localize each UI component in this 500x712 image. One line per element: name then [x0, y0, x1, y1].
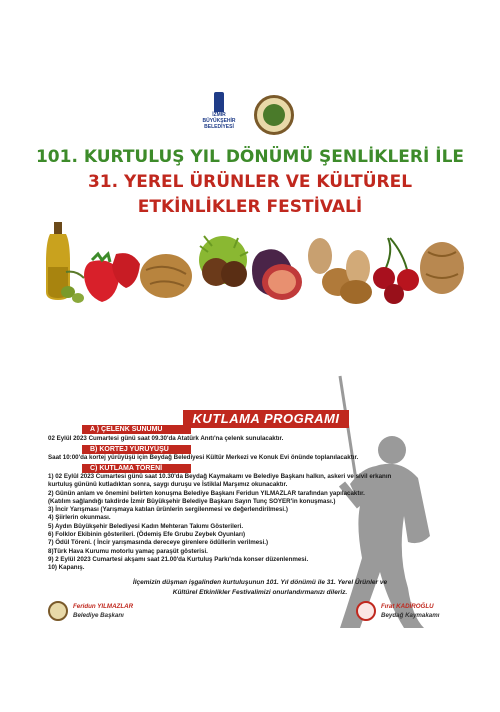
- chestnut-icon: [199, 236, 248, 287]
- local-produce-illustration: [38, 212, 468, 310]
- list-item: 1) 02 Eylül 2023 Cumartesi günü saat 10.30'da Beydağ Kaymakamı ve Belediye Başkanı halkın, askeri ve sivil erkanın: [48, 473, 392, 480]
- list-item: (Katılım sağlandığı takdirde İzmir Büyükşehir Belediye Başkanı Sayın Tunç SOYER'in konuşması.): [48, 497, 336, 505]
- festival-title-line-3: ETKİNLİKLER FESTİVALİ: [137, 197, 363, 217]
- list-item: 5) Aydın Büyükşehir Belediyesi Kadın Mehteran Takımı Gösterileri.: [48, 522, 244, 530]
- izmir-logo-line-2: BÜYÜKŞEHİR: [202, 118, 236, 124]
- closing-line-2: Kültürel Etkinlikler Festivalimizi onurlandırmanızı dileriz.: [172, 589, 348, 596]
- beydag-municipality-logo: [48, 601, 68, 621]
- list-item: 2) Günün anlam ve önemini belirten konuşma Belediye Başkanı Feridun YILMAZLAR tarafından yapılacaktır.: [48, 489, 365, 497]
- izmir-logo-line-3: BELEDİYESİ: [204, 124, 234, 130]
- fig-icon: [252, 249, 302, 300]
- list-item: 7) Ödül Töreni. ( İncir yarışmasında dereceye girenlere ödüllerin verilmesi.): [48, 539, 269, 547]
- list-item: 10) Kapanış.: [48, 564, 85, 572]
- list-item: 9) 2 Eylül 2023 Cumartesi akşamı saat 21.00'da Kurtuluş Parkı'nda konser düzenlenmesi.: [48, 555, 309, 563]
- list-item: 3) İncir Yarışması (Yarışmaya katılan ürünlerin sergilenmesi ve değerlendirilmesi.): [48, 506, 288, 514]
- beydag-municipality-logo: [254, 95, 294, 135]
- izmir-logo-line-1: İZMİR: [212, 112, 226, 118]
- governor-name: Fırat KADİROĞLU: [381, 603, 434, 610]
- cherry-icon: [373, 238, 419, 304]
- clock-tower-icon: [214, 92, 224, 112]
- district-governorship-logo: [356, 601, 376, 621]
- list-item: 8)Türk Hava Kurumu motorlu yamaç paraşüt gösterisi.: [48, 547, 208, 555]
- festival-title-line-1: 101. KURTULUŞ YIL DÖNÜMÜ ŞENLİKLERİ İLE: [35, 147, 465, 167]
- festival-title-line-2: 31. YEREL ÜRÜNLER VE KÜLTÜREL: [87, 172, 413, 192]
- mayor-name: Feridun YILMAZLAR: [73, 603, 134, 610]
- closing-line-1: İlçemizin düşman işgalinden kurtuluşunun 101. Yıl dönümü ile 31. Yerel Ürünler ve: [132, 579, 388, 586]
- section-b-text: Saat 10:00'da kortej yürüyüşü için Beydağ Belediyesi Kültür Merkezi ve Konuk Evi önünde toplanılacaktır.: [48, 454, 359, 461]
- emblem-icon: [263, 104, 285, 126]
- nuts-icon: [308, 238, 372, 304]
- program-banner: KUTLAMA PROGRAMI: [183, 410, 349, 428]
- section-b-label: B) KORTEJ YÜRÜYÜŞÜ: [82, 445, 191, 454]
- list-item: kurtuluş gününü kutladıktan sonra, saygı duruşu ve İstiklal Marşımız okunacaktır.: [48, 481, 288, 489]
- list-item: 4) Şiirlerin okunması.: [48, 514, 111, 522]
- ceremony-items-list: [48, 473, 391, 573]
- list-item: 6) Folklor Ekibinin gösterileri. (Ödemiş Efe Grubu Zeybek Oyunları): [48, 531, 246, 539]
- section-a-text: 02 Eylül 2023 Cumartesi günü saat 09.30'da Atatürk Anıtı'na çelenk sunulacaktır.: [48, 435, 284, 442]
- strawberry-icon: [84, 253, 140, 302]
- walnut-icon: [420, 242, 464, 294]
- section-c-label: C) KUTLAMA TÖRENİ: [82, 464, 191, 473]
- mayor-title: Belediye Başkanı: [73, 612, 124, 619]
- section-a-label: A ) ÇELENK SUNUMU: [82, 425, 191, 434]
- walnut-icon: [140, 254, 192, 298]
- governor-title: Beydağ Kaymakamı: [381, 612, 440, 619]
- izmir-municipality-logo: [200, 92, 238, 138]
